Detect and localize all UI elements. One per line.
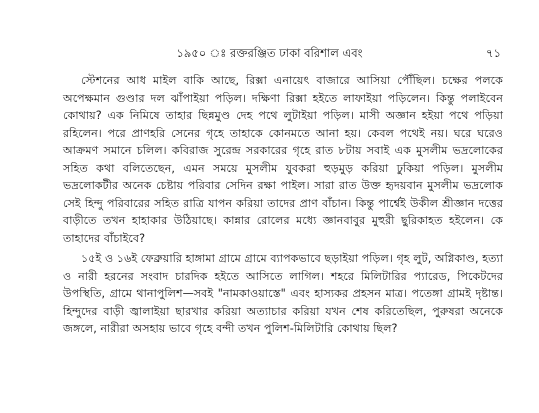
page-header bbox=[0, 44, 539, 62]
body-text bbox=[63, 72, 503, 338]
page-number: ৭১ bbox=[486, 46, 501, 60]
running-title: ১৯৫০ ঃ রক্তরঞ্জিত ঢাকা বরিশাল এবং bbox=[176, 46, 363, 60]
paragraph: স্টেশনের আধ মাইল বাকি আছে, রিক্সা এনায়েৎ বাজারে আসিয়া পৌঁছিল। চক্ষের পলকে অপেক্ষমান গুণ্ডার দল ঝাঁপাইয়া পড়িল। দক্ষিণা রিক্সা হইতে লাফাইয়া পড়িলেন। কিন্তু পলাইবেন কোথায়? এক নিমিষে তাহার ছিন্নমুণ্ড দেহ পথে লুটাইয়া পড়িল। মাসী অজ্ঞান হইয়া পথে পড়িয়া রহিলেন। পরে প্রাণহরি সেনের গৃহে তাহাকে কোনমতে আনা হয়। কেবল পথেই নয়। ঘরে ঘরেও আক্রমণ সমানে চলিল। কবিরাজ সুরেন্দ্র সরকারের গৃহে রাত ৮টায় সবাই এক মুসলীম ভদ্রলোকের সহিত কথা বলিতেছেন, এমন সময়ে মুসলীম যুবকরা হুড়মুড় করিয়া ঢুকিয়া পড়িল। মুসলীম ভদ্রলোকটীর অনেক চেষ্টায় পরিবার সেদিন রক্ষা পাইল। সারা রাত উক্ত হৃদয়বান মুসলীম ভদ্রলোক সেই হিন্দু পরিবারের সহিত রাত্রি যাপন করিয়া তাদের প্রাণ বাঁচান। কিন্তু পার্শ্বেই উকীল শ্রীজ্ঞান দত্তের বাড়ীতে তখন হাহাকার উঠিয়াছে। কান্নার রোলের মধ্যে জ্ঞানবাবুর মুহুরী ছুরিকাহত হইলেন। কে তাহাদের বাঁচাইবে? bbox=[63, 74, 503, 245]
paragraph: ১৫ই ও ১৬ই ফেব্রুয়ারি হাঙ্গামা গ্রামে গ্রামে ব্যাপকভাবে ছড়াইয়া পড়িল। গৃহ লুট, অগ্নিকাণ্ড, হত্যা ও নারী হরনের সংবাদ চারদিক হইতে আসিতে লাগিল। শহরে মিলিটারির প্যারেড, পিকেটদের উপস্থিতি, গ্রামে থানাপুলিশ—সবই "নামকাওয়াস্তে" এবং হাস্যকর প্রহসন মাত্র। পতেঙ্গা গ্রামই দৃষ্টান্ত। হিন্দুদের বাড়ী জ্বালাইয়া ছারখার করিয়া অত্যাচার করিয়া যখন শেষ করিতেছিল, পুরুষরা অনেকে জঙ্গলে, নারীরা অসহায় ভাবে গৃহে বন্দী তখন পুলিশ-মিলিটারি কোথায় ছিল? bbox=[63, 252, 503, 335]
